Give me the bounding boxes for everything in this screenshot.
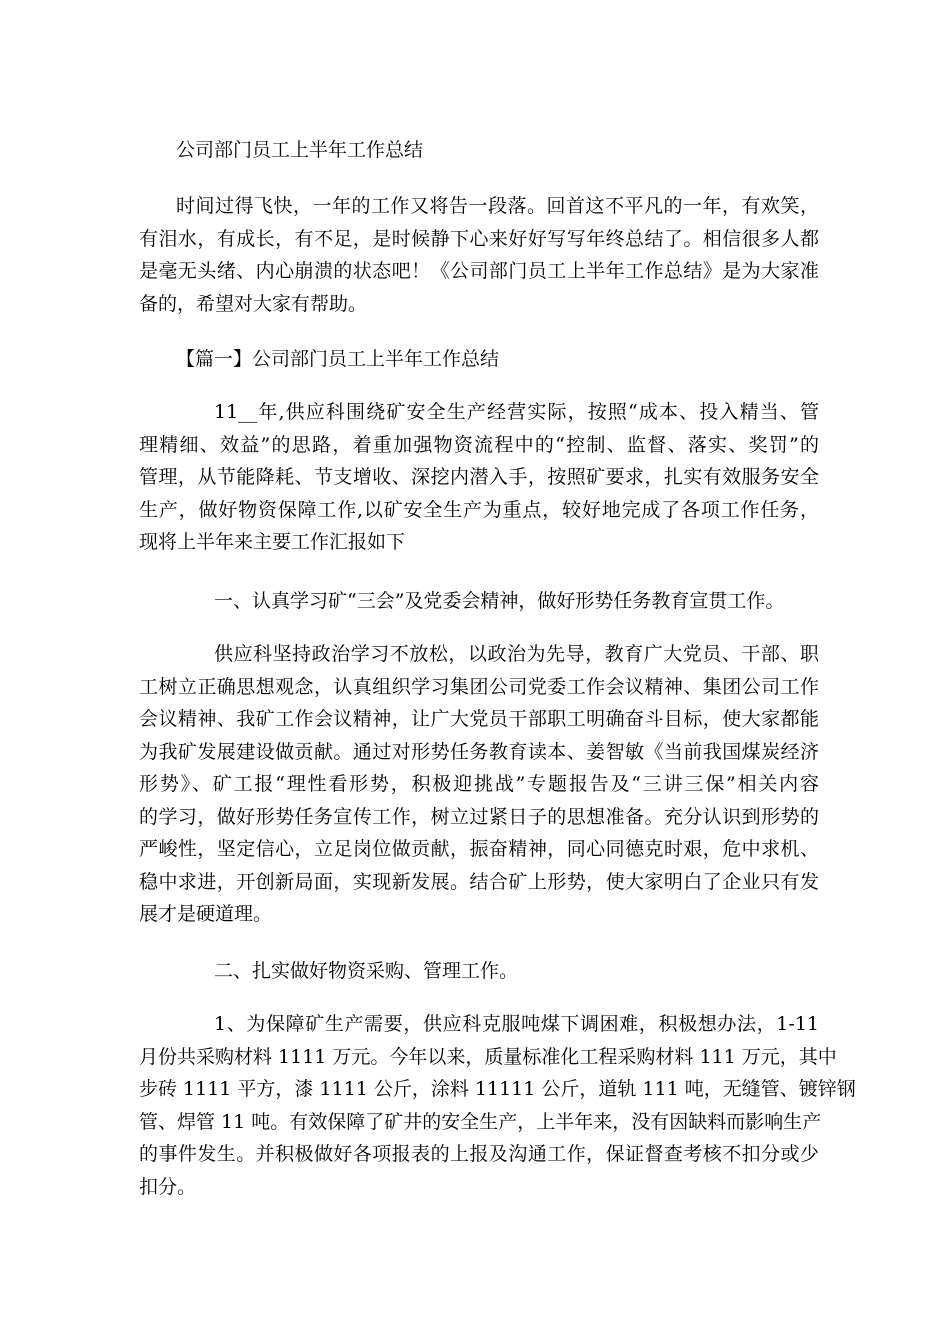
paragraph-line: 1、为保障矿生产需要，供应科克服吨煤下调困难，积极想办法，1-11 (214, 1013, 819, 1035)
paragraph-line: 步砖 1111 平方，漆 1111 公斤，涂料 11111 公斤，道轨 111 吨，无缝管、镀锌钢 (139, 1078, 856, 1100)
intro-line: 有泪水，有成长，有不足，是时候静下心来好好写写年终总结了。相信很多人都 (139, 227, 819, 250)
heading-2: 二、扎实做好物资采购、管理工作。 (214, 960, 519, 982)
paragraph-line: 会议精神、我矿工作会议精神，让广大党员干部职工明确奋斗目标，使大家都能 (139, 708, 819, 730)
paragraph-line: 展才是硬道理。 (139, 903, 273, 925)
paragraph-line: 稳中求进，开创新局面，实现新发展。结合矿上形势，使大家明白了企业只有发 (139, 870, 819, 893)
paragraph-3 (139, 1008, 856, 1203)
paragraph-line: 为我矿发展建设做贡献。通过对形势任务教育读本、姜智敏《当前我国煤炭经济 (139, 740, 819, 763)
paragraph-line: 严峻性，坚定信心，立足岗位做贡献，振奋精神，同心同德克时艰，危中求机、 (139, 838, 819, 860)
paragraph-1 (139, 396, 819, 559)
intro-paragraph (139, 190, 819, 320)
intro-line: 备的，希望对大家有帮助。 (139, 292, 368, 315)
intro-line: 是毫无头绪、内心崩溃的状态吧！《公司部门员工上半年工作总结》是为大家准 (139, 260, 819, 282)
paragraph-line: 管理，从节能降耗、节支增收、深挖内潜入手，按照矿要求，扎实有效服务安全 (139, 466, 819, 488)
intro-line: 时间过得飞快，一年的工作又将告一段落。回首这不平凡的一年，有欢笑， (176, 195, 819, 217)
paragraph-line: 扣分。 (139, 1175, 197, 1198)
paragraph-line: 工树立正确思想观念，认真组织学习集团公司党委工作会议精神、集团公司工作 (139, 675, 819, 698)
paragraph-line: 生产，做好物资保障工作,以矿安全生产为重点，较好地完成了各项工作任务， (139, 498, 819, 521)
paragraph-line: 供应科坚持政治学习不放松，以政治为先导，教育广大党员、干部、职 (214, 643, 819, 665)
paragraph-line: 11__年,供应科围绕矿安全生产经营实际，按照“成本、投入精当、管 (214, 401, 819, 423)
paragraph-2 (139, 638, 819, 931)
paragraph-line: 现将上半年来主要工作汇报如下 (139, 531, 406, 553)
paragraph-line: 月份共采购材料 1111 万元。今年以来，质量标准化工程采购材料 111 万元，其中 (139, 1045, 837, 1068)
heading-1: 一、认真学习矿“三会”及党委会精神，做好形势任务教育宣贯工作。 (214, 590, 785, 612)
paragraph-line: 管、焊管 11 吨。有效保障了矿井的安全生产，上半年来，没有因缺料而影响生产 (139, 1110, 822, 1133)
document-title: 公司部门员工上半年工作总结 (176, 139, 424, 161)
section-title: 【篇一】公司部门员工上半年工作总结 (176, 348, 500, 370)
paragraph-line: 的事件发生。并积极做好各项报表的上报及沟通工作，保证督查考核不扣分或少 (139, 1143, 819, 1165)
paragraph-line: 形势》、矿工报“理性看形势，积极迎挑战”专题报告及“三讲三保”相关内容 (139, 773, 819, 795)
paragraph-line: 理精细、效益”的思路，着重加强物资流程中的“控制、监督、落实、奖罚”的 (139, 433, 819, 456)
paragraph-line: 的学习，做好形势任务宣传工作，树立过紧日子的思想准备。充分认识到形势的 (139, 805, 819, 828)
